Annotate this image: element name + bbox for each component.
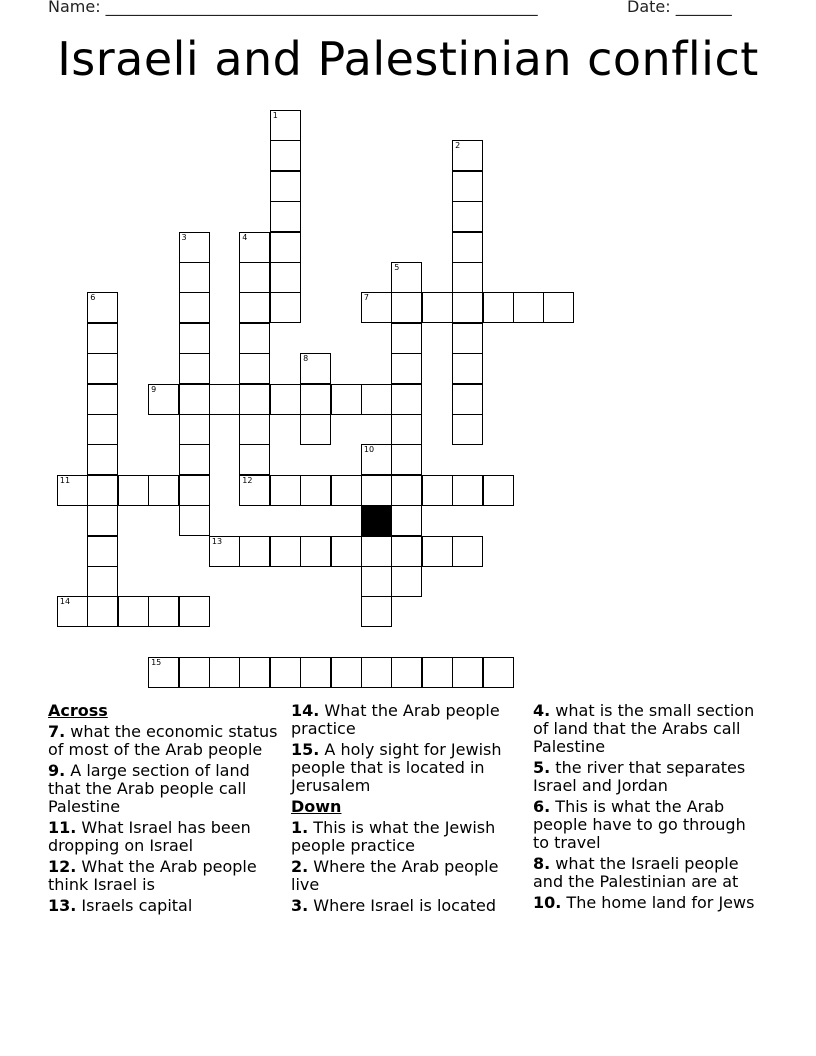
clue-text: The home land for Jews (561, 893, 755, 912)
grid-cell[interactable] (179, 384, 210, 415)
clue-column-1 (48, 702, 280, 918)
grid-cell[interactable] (331, 657, 362, 688)
grid-cell[interactable] (361, 596, 392, 627)
clue-number: 5 (394, 263, 400, 272)
clue-number: 13 (211, 536, 223, 546)
grid-cell[interactable] (87, 353, 118, 384)
clue-number-label: 5. (533, 758, 551, 777)
grid-cell[interactable] (239, 353, 270, 384)
grid-cell[interactable] (179, 232, 210, 263)
grid-cell[interactable] (270, 171, 301, 202)
clue-item (291, 702, 523, 738)
clue-text: what is the small section of land that the Arabs call Palestine (533, 701, 755, 756)
clue-text: the river that separates Israel and Jordan (533, 758, 746, 795)
grid-cell[interactable] (270, 384, 301, 415)
grid-cell[interactable] (239, 444, 270, 475)
grid-cell[interactable] (452, 262, 483, 293)
grid-cell[interactable] (270, 536, 301, 567)
grid-cell[interactable] (179, 444, 210, 475)
grid-cell[interactable] (179, 262, 210, 293)
grid-cell[interactable] (452, 232, 483, 263)
grid-cell[interactable] (391, 414, 422, 445)
grid-cell[interactable] (452, 201, 483, 232)
clue-text: what the economic status of most of the Arab people (48, 722, 278, 759)
clue-column-3 (533, 702, 765, 915)
grid-cell[interactable] (270, 140, 301, 171)
clue-number: 2 (455, 141, 461, 151)
grid-cell[interactable] (179, 505, 210, 536)
grid-cell[interactable] (87, 566, 118, 597)
clue-number: 9 (151, 384, 157, 394)
grid-cell[interactable] (270, 262, 301, 293)
grid-cell[interactable] (452, 657, 483, 688)
grid-cell[interactable] (179, 414, 210, 445)
clue-item (533, 759, 765, 795)
grid-cell[interactable] (422, 475, 453, 506)
grid-cell[interactable] (361, 384, 392, 415)
clue-item (48, 897, 280, 915)
grid-cell[interactable] (87, 444, 118, 475)
grid-cell[interactable] (179, 323, 210, 354)
clue-item (291, 858, 523, 894)
across-heading: Across (48, 701, 108, 720)
clue-text: What the Arab people practice (291, 701, 500, 738)
clue-item (533, 702, 765, 756)
grid-cell[interactable] (270, 110, 301, 141)
clue-number-label: 2. (291, 857, 309, 876)
grid-cell[interactable] (87, 414, 118, 445)
grid-cell[interactable] (270, 657, 301, 688)
grid-cell[interactable] (239, 414, 270, 445)
clue-number: 7 (363, 293, 369, 303)
grid-cell[interactable] (391, 292, 422, 323)
grid-cell[interactable] (239, 292, 270, 323)
grid-cell[interactable] (361, 657, 392, 688)
grid-cell[interactable] (391, 384, 422, 415)
clue-number-label: 14. (291, 701, 320, 720)
grid-cell[interactable] (391, 536, 422, 567)
grid-cell[interactable] (513, 292, 544, 323)
grid-cell[interactable] (87, 475, 118, 506)
grid-cell[interactable] (300, 384, 331, 415)
clue-number: 12 (242, 475, 253, 485)
grid-cell[interactable] (452, 384, 483, 415)
grid-cell[interactable] (391, 323, 422, 354)
clue-number: 8 (303, 354, 309, 364)
grid-cell[interactable] (148, 475, 179, 506)
grid-cell[interactable] (300, 414, 331, 445)
clue-item (291, 741, 523, 795)
clue-text: what the Israeli people and the Palestinian are at (533, 854, 739, 891)
grid-cell[interactable] (543, 292, 574, 323)
clue-column-2 (291, 702, 523, 918)
grid-cell[interactable] (422, 536, 453, 567)
clue-number: 15 (151, 658, 162, 668)
clue-text: What Israel has been dropping on Israel (48, 818, 251, 855)
clue-number: 14 (59, 597, 71, 607)
clue-number-label: 9. (48, 761, 66, 780)
clue-text: Where Israel is located (308, 896, 497, 915)
grid-cell[interactable] (452, 475, 483, 506)
name-line[interactable]: Name: ______________________________________________________ (48, 0, 538, 16)
grid-cell[interactable] (239, 323, 270, 354)
grid-cell[interactable] (87, 505, 118, 536)
grid-cell[interactable] (87, 384, 118, 415)
grid-cell[interactable] (391, 505, 422, 536)
clue-number-label: 12. (48, 857, 77, 876)
clue-number: 6 (90, 293, 96, 303)
grid-cell[interactable] (87, 536, 118, 567)
clue-text: A holy sight for Jewish people that is located in Jerusalem (291, 740, 502, 795)
grid-cell[interactable] (361, 566, 392, 597)
grid-cell[interactable] (239, 536, 270, 567)
clue-number: 10 (363, 445, 375, 455)
clue-item (291, 819, 523, 855)
grid-cell[interactable] (87, 292, 118, 323)
grid-cell[interactable] (239, 232, 270, 263)
grid-cell[interactable] (361, 292, 392, 323)
clue-number-label: 13. (48, 896, 77, 915)
grid-cell[interactable] (452, 353, 483, 384)
grid-cell[interactable] (391, 262, 422, 293)
clue-item (48, 858, 280, 894)
grid-cell[interactable] (452, 140, 483, 171)
clue-text: What the Arab people think Israel is (48, 857, 257, 894)
clue-number-label: 3. (291, 896, 309, 915)
grid-cell[interactable] (118, 596, 149, 627)
grid-cell[interactable] (452, 323, 483, 354)
clue-text: Where the Arab people live (291, 857, 499, 894)
clue-number-label: 8. (533, 854, 551, 873)
clue-text: Israels capital (76, 896, 193, 915)
grid-cell[interactable] (179, 475, 210, 506)
grid-cell[interactable] (483, 475, 514, 506)
grid-cell[interactable] (239, 475, 270, 506)
down-heading: Down (291, 797, 342, 816)
grid-cell[interactable] (300, 536, 331, 567)
grid-cell[interactable] (270, 292, 301, 323)
grid-cell[interactable] (331, 384, 362, 415)
grid-cell[interactable] (57, 475, 88, 506)
grid-cell[interactable] (239, 384, 270, 415)
grid-cell[interactable] (452, 414, 483, 445)
grid-cell[interactable] (118, 475, 149, 506)
clue-number-label: 4. (533, 701, 551, 720)
date-line[interactable]: Date: _______ (627, 0, 732, 16)
clue-text: This is what the Jewish people practice (291, 818, 496, 855)
grid-cell[interactable] (361, 475, 392, 506)
grid-cell[interactable] (87, 323, 118, 354)
grid-cell[interactable] (422, 657, 453, 688)
grid-cell[interactable] (361, 505, 392, 536)
clue-number-label: 7. (48, 722, 66, 741)
clue-item (48, 723, 280, 759)
puzzle-title: Israeli and Palestinian conflict (57, 32, 759, 86)
grid-cell[interactable] (148, 384, 179, 415)
clue-item (533, 798, 765, 852)
clue-number: 3 (181, 232, 187, 242)
grid-cell[interactable] (331, 536, 362, 567)
grid-cell[interactable] (239, 657, 270, 688)
grid-cell[interactable] (57, 596, 88, 627)
clue-item (48, 762, 280, 816)
clue-item (48, 819, 280, 855)
grid-cell[interactable] (209, 657, 240, 688)
grid-cell[interactable] (148, 657, 179, 688)
grid-cell[interactable] (270, 201, 301, 232)
grid-cell[interactable] (483, 657, 514, 688)
grid-cell[interactable] (391, 566, 422, 597)
clue-number: 11 (59, 475, 71, 485)
grid-cell[interactable] (483, 292, 514, 323)
clue-text: A large section of land that the Arab people call Palestine (48, 761, 250, 816)
grid-cell[interactable] (331, 475, 362, 506)
grid-cell[interactable] (179, 657, 210, 688)
grid-cell[interactable] (300, 475, 331, 506)
grid-cell[interactable] (422, 292, 453, 323)
clue-number-label: 6. (533, 797, 551, 816)
clue-number: 4 (242, 232, 248, 242)
clue-number-label: 15. (291, 740, 320, 759)
grid-cell[interactable] (239, 262, 270, 293)
grid-cell[interactable] (87, 596, 118, 627)
clue-item (533, 855, 765, 891)
grid-cell[interactable] (391, 475, 422, 506)
grid-cell[interactable] (270, 475, 301, 506)
grid-cell[interactable] (179, 292, 210, 323)
clue-number-label: 1. (291, 818, 309, 837)
grid-cell[interactable] (391, 353, 422, 384)
grid-cell[interactable] (300, 657, 331, 688)
grid-cell[interactable] (452, 171, 483, 202)
clue-text: This is what the Arab people have to go through to travel (533, 797, 746, 852)
clue-item (291, 897, 523, 915)
grid-cell[interactable] (452, 292, 483, 323)
grid-cell[interactable] (391, 657, 422, 688)
grid-cell[interactable] (209, 536, 240, 567)
grid-cell[interactable] (270, 232, 301, 263)
grid-cell[interactable] (452, 536, 483, 567)
grid-cell[interactable] (391, 444, 422, 475)
grid-cell[interactable] (179, 596, 210, 627)
grid-cell[interactable] (300, 353, 331, 384)
grid-cell[interactable] (179, 353, 210, 384)
clue-number: 1 (272, 111, 278, 120)
grid-cell[interactable] (361, 536, 392, 567)
clue-number-label: 10. (533, 893, 562, 912)
grid-cell[interactable] (148, 596, 179, 627)
clue-item (533, 894, 765, 912)
grid-cell[interactable] (361, 444, 392, 475)
clue-number-label: 11. (48, 818, 77, 837)
grid-cell[interactable] (209, 384, 240, 415)
